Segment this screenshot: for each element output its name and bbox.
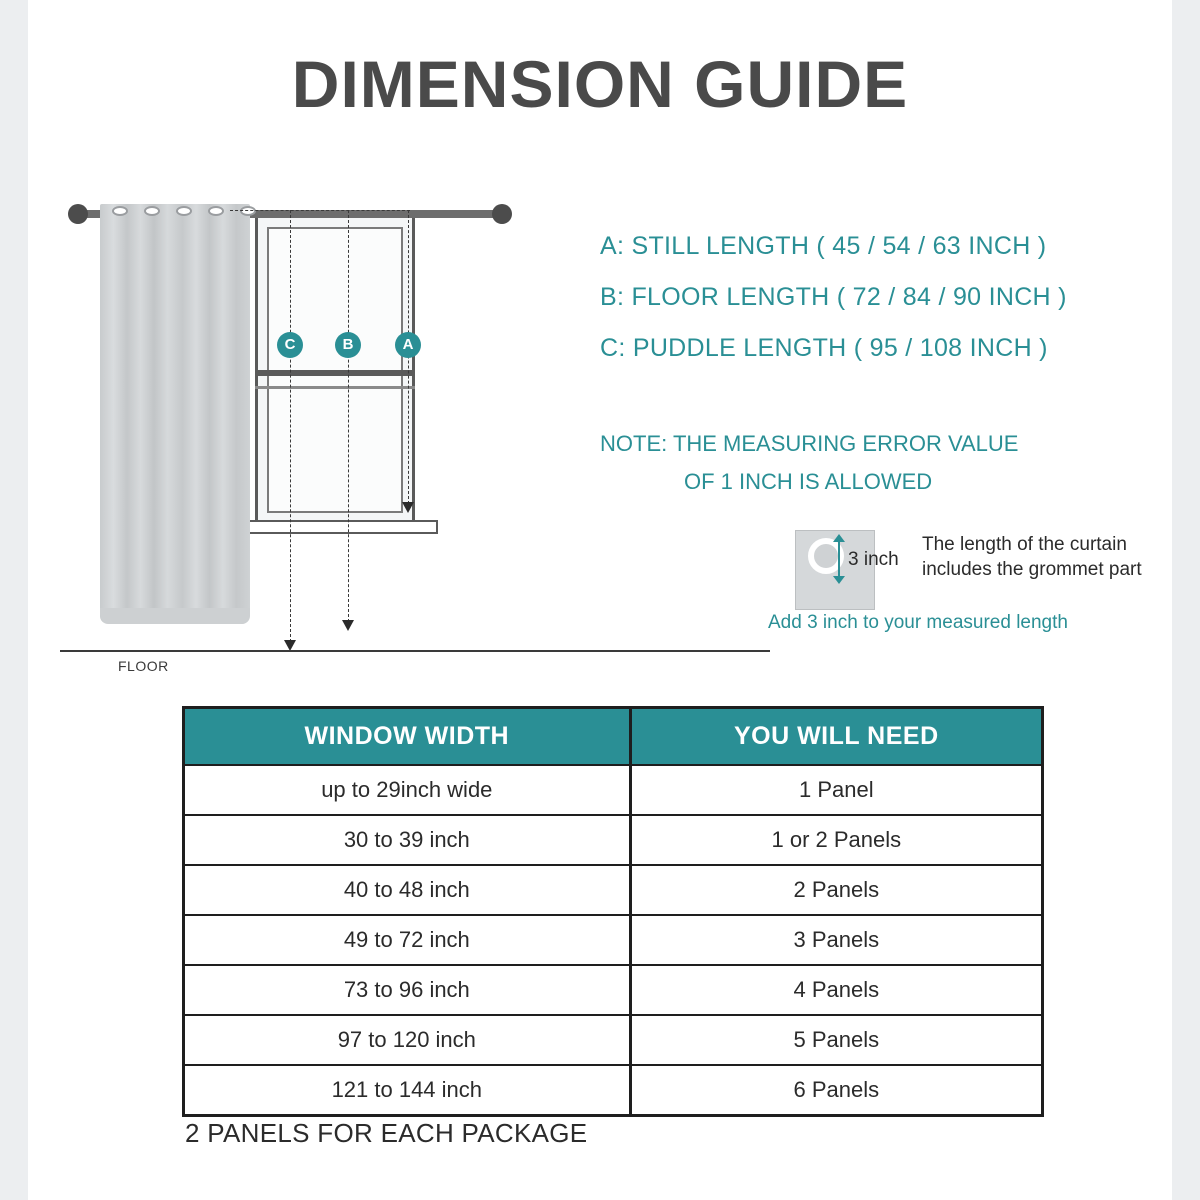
cell-window-width: 49 to 72 inch (185, 915, 630, 965)
floor-label: FLOOR (118, 658, 169, 674)
legend-item-a: A: STILL LENGTH ( 45 / 54 / 63 INCH ) (600, 232, 1047, 260)
cell-you-will-need: 1 or 2 Panels (630, 815, 1041, 865)
floor-line (60, 650, 770, 652)
measuring-note-line1: NOTE: THE MEASURING ERROR VALUE (600, 431, 1019, 456)
cell-window-width: 40 to 48 inch (185, 865, 630, 915)
cell-window-width: up to 29inch wide (185, 765, 630, 815)
table-row (185, 765, 1041, 815)
measure-top-line (230, 210, 410, 211)
badge-a: A (395, 332, 421, 358)
measuring-note-line2: OF 1 INCH IS ALLOWED (684, 469, 933, 494)
legend-item-b: B: FLOOR LENGTH ( 72 / 84 / 90 INCH ) (600, 283, 1067, 311)
grommet-arrow-down-icon (833, 576, 845, 584)
grommet-icon (240, 206, 256, 216)
right-gutter (1172, 0, 1200, 1200)
grommet-icon (112, 206, 128, 216)
table-row (185, 915, 1041, 965)
measure-arrow-b (342, 620, 354, 631)
rod-finial-left-icon (68, 204, 88, 224)
table-row (185, 815, 1041, 865)
table-header-row (185, 709, 1041, 765)
grommet-arrow-up-icon (833, 534, 845, 542)
grommet-icon (208, 206, 224, 216)
page-title: DIMENSION GUIDE (291, 47, 909, 121)
cell-window-width: 73 to 96 inch (185, 965, 630, 1015)
window-mullion-icon (255, 370, 415, 376)
rod-finial-right-icon (492, 204, 512, 224)
legend-item-c: C: PUDDLE LENGTH ( 95 / 108 INCH ) (600, 334, 1048, 362)
table-row (185, 965, 1041, 1015)
measure-line-b (348, 210, 349, 622)
panel-recommendation-table (182, 706, 1044, 1117)
cell-you-will-need: 2 Panels (630, 865, 1041, 915)
grommet-size-label: 3 inch (848, 549, 899, 570)
grommet-icon (176, 206, 192, 216)
badge-c: C (277, 332, 303, 358)
cell-you-will-need: 6 Panels (630, 1065, 1041, 1114)
table-row (185, 1065, 1041, 1114)
curtain-illustration (60, 180, 540, 680)
curtain-hem-icon (100, 608, 250, 624)
cell-you-will-need: 5 Panels (630, 1015, 1041, 1065)
grommet-description: The length of the curtain includes the grommet part (922, 534, 1142, 580)
table-row (185, 865, 1041, 915)
left-gutter (0, 0, 28, 1200)
column-header-window-width: WINDOW WIDTH (185, 709, 630, 765)
column-header-you-will-need: YOU WILL NEED (630, 709, 1041, 765)
grommet-icon (144, 206, 160, 216)
table-row (185, 1015, 1041, 1065)
cell-window-width: 30 to 39 inch (185, 815, 630, 865)
cell-you-will-need: 3 Panels (630, 915, 1041, 965)
grommet-add-note: Add 3 inch to your measured length (768, 612, 1068, 633)
cell-you-will-need: 1 Panel (630, 765, 1041, 815)
legend-list (600, 232, 1140, 385)
cell-window-width: 97 to 120 inch (185, 1015, 630, 1065)
measuring-note (600, 425, 1140, 501)
footer-note: 2 PANELS FOR EACH PACKAGE (185, 1118, 588, 1148)
window-sill-icon (238, 520, 438, 534)
measure-arrow-a (402, 502, 414, 513)
measure-line-c (290, 210, 291, 642)
window-mullion-secondary-icon (255, 386, 415, 389)
cell-window-width: 121 to 144 inch (185, 1065, 630, 1114)
badge-b: B (335, 332, 361, 358)
curtain-panel-icon (100, 204, 250, 624)
cell-you-will-need: 4 Panels (630, 965, 1041, 1015)
